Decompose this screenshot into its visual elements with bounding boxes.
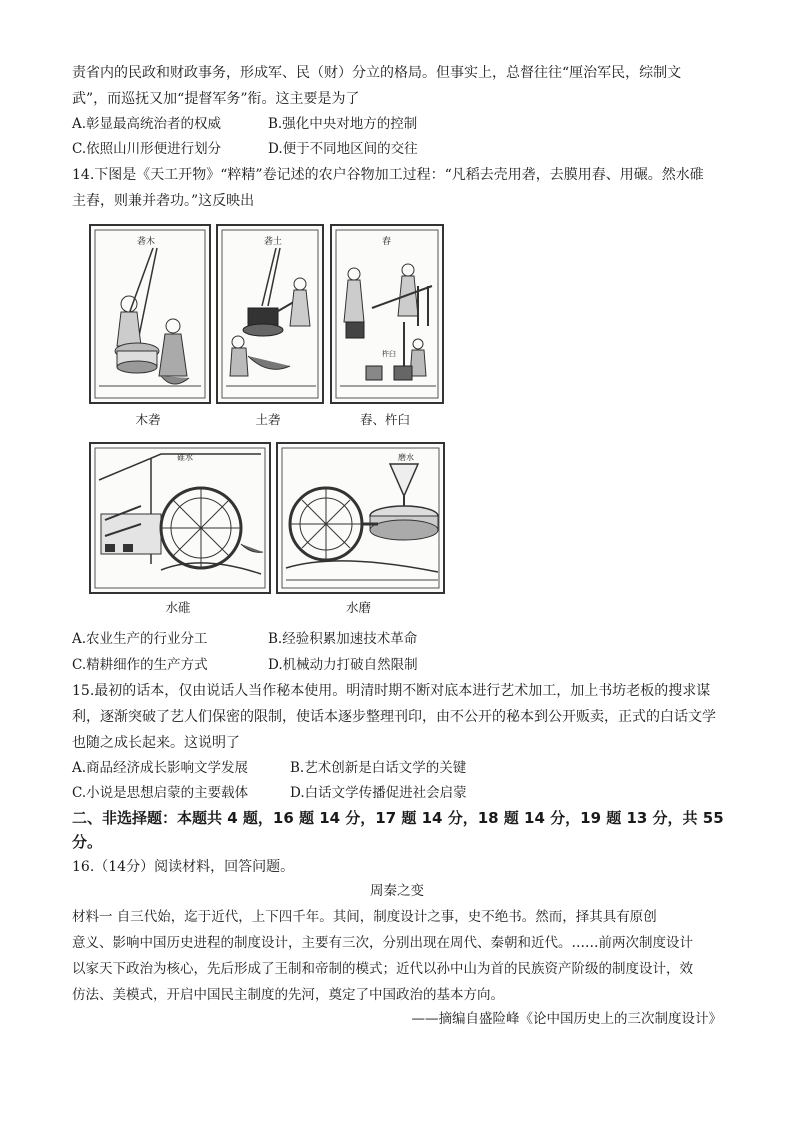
caption-wooden-husker: 木砻 xyxy=(135,412,161,427)
water-trip-hammer-illustration xyxy=(91,444,269,592)
q16-material-1-line-1: 材料一 自三代始，迄于近代，上下四千年。其间，制度设计之事，史不绝书。然而，择其具有原创 xyxy=(72,909,657,925)
q13-stem-line-2: 武”，而巡抚又加“提督军务”衔。这主要是为了 xyxy=(72,91,360,107)
q15-stem-line-3: 也随之成长起来。这说明了 xyxy=(72,735,240,751)
figure-3-side-label: 杵臼 xyxy=(382,350,396,358)
figure-2-header: 砻土 xyxy=(264,237,283,247)
section-2-heading-line-1: 二、非选择题：本题共 4 题，16 题 14 分，17 题 14 分，18 题 14 分，19 题 13 分，共 55 xyxy=(72,809,724,827)
q16-stem: 16.（14分）阅读材料，回答问题。 xyxy=(72,859,295,875)
q16-material-1-line-4: 仿法、美模式，开启中国民主制度的先河，奠定了中国政治的基本方向。 xyxy=(72,987,504,1003)
q13-stem-line-1: 责省内的民政和财政事务，形成军、民（财）分立的格局。但事实上，总督往往“厘治军民，综制文 xyxy=(72,65,682,81)
q13-option-c[interactable]: C.依照山川形便进行划分 xyxy=(72,141,222,157)
q16-material-1-source: ——摘编自盛险峰《论中国历史上的三次制度设计》 xyxy=(411,1011,722,1027)
wooden-husker-illustration xyxy=(91,226,209,402)
q14-option-c[interactable]: C.精耕细作的生产方式 xyxy=(72,657,208,673)
figure-water-trip-hammer xyxy=(89,442,271,594)
figure-4-header: 碓水 xyxy=(177,453,193,462)
water-mill-illustration xyxy=(278,444,443,592)
q13-option-b[interactable]: B.强化中央对地方的控制 xyxy=(268,116,418,132)
caption-clay-husker: 土砻 xyxy=(255,412,281,427)
caption-water-mill: 水磨 xyxy=(345,600,371,615)
figure-5-header: 磨水 xyxy=(398,453,414,462)
mortar-pestle-illustration xyxy=(332,226,442,402)
figure-mortar-pestle xyxy=(330,224,444,404)
q13-option-d[interactable]: D.便于不同地区间的交往 xyxy=(268,141,418,157)
figure-water-mill xyxy=(276,442,445,594)
q15-stem-line-1: 15.最初的话本，仅由说话人当作秘本使用。明清时期不断对底本进行艺术加工，加上书坊老板的搜求谋 xyxy=(72,683,711,699)
clay-husker-illustration xyxy=(218,226,322,402)
q13-option-a[interactable]: A.彰显最高统治者的权威 xyxy=(72,116,222,132)
q14-option-a[interactable]: A.农业生产的行业分工 xyxy=(72,631,208,647)
q14-option-d[interactable]: D.机械动力打破自然限制 xyxy=(268,657,418,673)
q16-material-1-line-3: 以家天下政治为核心，先后形成了王制和帝制的模式；近代以孙中山为首的民族资产阶级的制度设计，效 xyxy=(72,961,693,977)
q15-option-b[interactable]: B.艺术创新是白话文学的关键 xyxy=(290,760,467,776)
caption-water-trip-hammer: 水碓 xyxy=(165,600,191,615)
q15-option-a[interactable]: A.商品经济成长影响文学发展 xyxy=(72,760,249,776)
q15-option-c[interactable]: C.小说是思想启蒙的主要载体 xyxy=(72,785,249,801)
q16-material-title: 周秦之变 xyxy=(370,883,424,899)
caption-mortar-pestle: 舂、杵臼 xyxy=(359,412,410,427)
q16-material-1-line-2: 意义、影响中国历史进程的制度设计，主要有三次，分别出现在周代、秦朝和近代。……前两次制度设计 xyxy=(72,935,693,951)
figure-wooden-husker xyxy=(89,224,211,404)
q14-option-b[interactable]: B.经验积累加速技术革命 xyxy=(268,631,418,647)
figure-clay-husker xyxy=(216,224,324,404)
section-2-heading-line-2: 分。 xyxy=(72,833,103,851)
figure-1-header: 砻木 xyxy=(137,237,156,247)
q15-option-d[interactable]: D.白话文学传播促进社会启蒙 xyxy=(290,785,467,801)
figure-3-header: 舂 xyxy=(382,237,392,247)
q15-stem-line-2: 利，逐渐突破了艺人们保密的限制，使话本逐步整理刊印，由不公开的秘本到公开贩卖，正式的白话文学 xyxy=(72,709,716,725)
q14-stem-line-1: 14.下图是《天工开物》“粹精”卷记述的农户谷物加工过程：“凡稻去壳用砻，去膜用舂、用碾。然水碓 xyxy=(72,167,704,183)
q14-stem-line-2: 主舂，则兼并砻功。”这反映出 xyxy=(72,193,255,209)
